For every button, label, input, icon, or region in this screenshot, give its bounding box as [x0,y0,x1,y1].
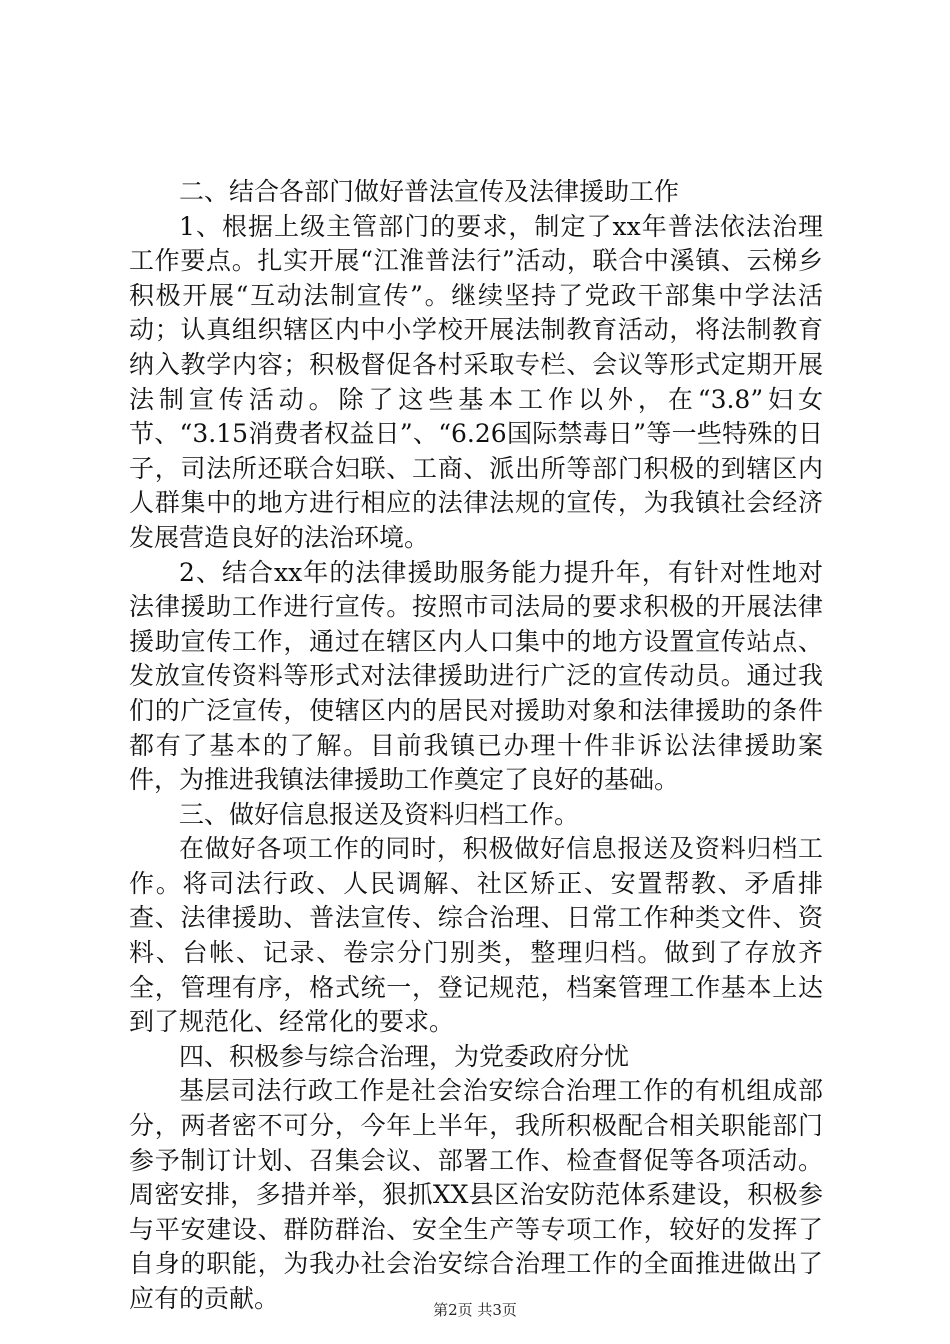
section-heading-2: 二、结合各部门做好普法宣传及法律援助工作 [179,177,680,206]
paragraph-archiving: 在做好各项工作的同时，积极做好信息报送及资料归档工作。将司法行政、人民调解、社区矫正、安置帮教、矛盾排查、法律援助、普法宣传、综合治理、日常工作种类文件、资料、台帐、记录、卷宗分门别类，整理归档。做到了存放齐全，管理有序，格式统一，登记规范，档案管理工作基本上达到了规范化、经常化的要求。 [129,834,823,1037]
paragraph-legal-aid: 2、结合xx年的法律援助服务能力提升年，有针对性地对法律援助工作进行宣传。按照市司法局的要求积极的开展法律援助宣传工作，通过在辖区内人口集中的地方设置宣传站点、发放宣传资料等形式对法律援助进行广泛的宣传动员。通过我们的广泛宣传，使辖区内的居民对援助对象和法律援助的条件都有了基本的了解。目前我镇已办理十件非诉讼法律援助案件，为推进我镇法律援助工作奠定了良好的基础。 [129,557,823,795]
section-heading-4: 四、积极参与综合治理，为党委政府分忧 [179,1041,630,1071]
paragraph-publicity: 1、根据上级主管部门的要求，制定了xx年普法依法治理工作要点。扎实开展“江淮普法行”活动，联合中溪镇、云梯乡积极开展“互动法制宣传”。继续坚持了党政干部集中学法活动；认真组织辖区内中小学校开展法制教育活动，将法制教育纳入教学内容；积极督促各村采取专栏、会议等形式定期开展法制宣传活动。除了这些基本工作以外，在“3.8”妇女节、“3.15消费者权益日”、“6.26国际禁毒日”等一些特殊的日子，司法所还联合妇联、工商、派出所等部门积极的到辖区内人群集中的地方进行相应的法律法规的宣传，为我镇社会经济发展营造良好的法治环境。 [129,211,823,552]
document-body [129,175,823,1317]
page-number-footer: 第2页 共3页 [433,1301,517,1319]
paragraph-governance: 基层司法行政工作是社会治安综合治理工作的有机组成部分，两者密不可分，今年上半年，我所积极配合相关职能部门参予制订计划、召集会议、部署工作、检查督促等各项活动。周密安排，多措并举，狠抓XX县区治安防范体系建设，积极参与平安建设、群防群治、安全生产等专项工作，较好的发挥了自身的职能，为我办社会治安综合治理工作的全面推进做出了应有的贡献。 [129,1076,823,1313]
section-heading-3: 三、做好信息报送及资料归档工作。 [179,799,580,829]
